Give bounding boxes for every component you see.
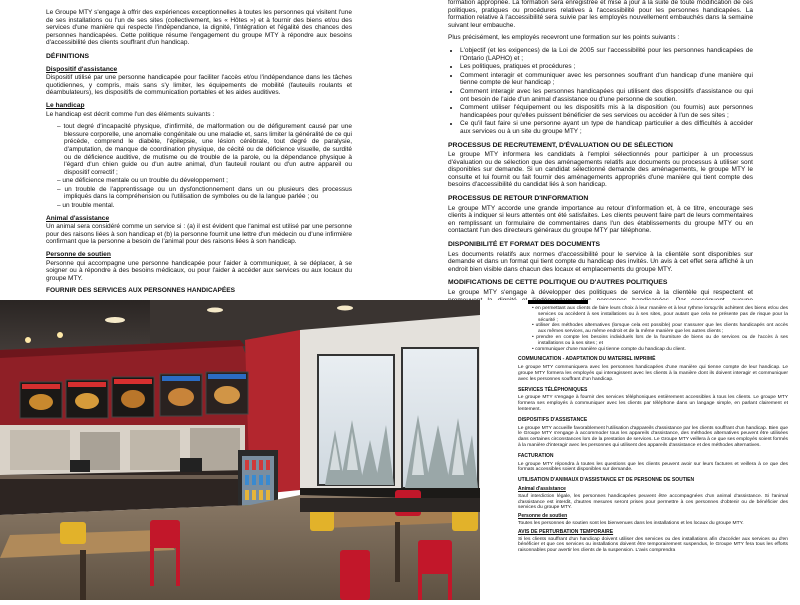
redaction-bar xyxy=(528,300,588,304)
comm-heading: COMMUNICATION - ADAPTATION DU MATERIEL IMPRIMÉ xyxy=(518,356,656,363)
soutien-text-bottom: Toutes les personnes de soutien sont les bienvenues dans les installations et les locaux du groupe MTY. xyxy=(518,520,744,526)
dispositif-title: Dispositif d'assistance xyxy=(46,65,118,73)
precisement-list xyxy=(448,47,753,136)
recrutement-heading: PROCESSUS DE RECRUTEMENT, D'ÉVALUATION OU DE SÉLECTION xyxy=(448,141,673,149)
list-item: • L'objectif (et les exigences) de la Loi de 2005 sur l'accessibilité pour les personnes handicapées de l'Ontario (LAPHO) et ; xyxy=(460,47,753,62)
list-item: – une déficience mentale ou un trouble du développement ; xyxy=(64,177,352,185)
intro-paragraph: Le Groupe MTY s'engage à offrir des expériences exceptionnelles à toutes les personnes qui visitent l'une de ses installations ou l'un de ses sites (collectivement, les « Hôtes ») et à fournir des biens et/ou des services d'une manière qui respecte l'indépendance, la dignité, l'intégration et l'égalité des chances des personnes handicapées. Cette politique résume l'engagement du groupe MTY à répondre aux besoins d'accessibilité des clients souffrant d'un handicap. xyxy=(46,9,352,47)
fact-text: Le groupe MTY répondra à toutes les questions que les clients peuvent avoir sur leurs factures et veillera à ce que des formats accessibles soient disponibles sur demande. xyxy=(518,461,788,473)
document-page-bottom xyxy=(480,300,800,600)
formation-text: formation appropriée. La formation sera enregistrée et mise à jour à la suite de toute modification de ces politiques, pratiques ou procédures relatives à l'accessibilité pour les personnes handicapées. La formation relative à l'accessibilité sera suivie par les employés nouvellement embauchés dans la semaine suivant leur embauche. xyxy=(448,0,753,29)
list-item: – un trouble de l'apprentissage ou un dysfonctionnement dans un ou plusieurs des processus impliqués dans la compréhension ou l'utilisation de symboles ou de la langue parlée ; ou xyxy=(64,186,352,201)
list-item: • Les politiques, pratiques et procédures ; xyxy=(460,63,753,71)
animal-text: Un animal sera considéré comme un service si : (a) il est évident que l'animal est utilisé par une personne pour des raisons liées à son handicap et (b) la personne fournit une lettre d'un médecin ou d'une infirmière confirmant que la personne a besoin de l'animal pour des raisons liées à son handicap. xyxy=(46,223,352,246)
soutien-text: Personne qui accompagne une personne handicapée pour l'aider à communiquer, à se déplacer, à se soigner ou à répondre à des besoins médicaux, ou pour l'aider à accéder aux services ou aux locaux du groupe MTY. xyxy=(46,259,352,282)
handicap-title: Le handicap xyxy=(46,101,85,109)
list-item: • Ce qu'il faut faire si une personne ayant un type de handicap particulier a des difficultés à accéder aux services ou à un site du groupe MTY ; xyxy=(460,120,753,135)
fact-heading: FACTURATION xyxy=(518,452,554,459)
retour-text: Le groupe MTY accorde une grande importance au retour d'information et, à ce titre, encourage ses clients à indiquer si leurs attentes ont été satisfaites. Les clients peuvent faire part de leurs commentaires en remplissant un formulaire de commentaires dans l'un des établissements du groupe MTY ou en contactant l'un des directeurs généraux du groupe MTY par téléphone. xyxy=(448,204,753,235)
list-item: • Comment utiliser l'équipement ou les dispositifs mis à la disposition (ou fournis) aux personnes handicapées pour qu'elles puissent bénéficier de ses services ou accéder à l'un de ses sites ; xyxy=(460,104,753,119)
list-item: – un trouble mental. xyxy=(64,202,352,210)
animal-text-bottom: Sauf interdiction légale, les personnes handicapées peuvent être accompagnées d'un animal d'assistance. Si l'animal d'assistance est interdit, d'autres mesures seront prises pour permettre à ces personnes d'obtenir ou de bénéficier des services du groupe MTY. xyxy=(518,493,788,511)
list-item: • Comment interagir avec les personnes handicapées qui utilisent des dispositifs d'assistance ou qui ont besoin de l'aide d'un animal d'assistance ou d'une personne de soutien. xyxy=(460,88,753,103)
list-item: • Comment interagir et communiquer avec les personnes souffrant d'un handicap d'une manière qui tienne compte de leur handicap ; xyxy=(460,72,753,87)
util-heading: UTILISATION D'ANIMAUX D'ASSISTANCE ET DE PERSONNE DE SOUTIEN xyxy=(518,477,695,484)
definitions-heading: DÉFINITIONS xyxy=(46,52,90,60)
list-item: • en permettant aux clients de faire leurs choix à leur manière et à leur rythme lorsqu'ils achètent des biens et/ou des services ou accèdent à ses installations ou à ses sites, pour autant que cela ne présente pas de risque pour la sécurité ; xyxy=(538,306,788,323)
bottom-column xyxy=(518,306,788,557)
restaurant-photo xyxy=(0,300,480,600)
dispositif-text: Dispositif utilisé par une personne handicapée pour faciliter l'accès et/ou l'indépendance dans les tâches quotidiennes, y compris, mais sans s'y limiter, les équipements de mobilité (fauteuils roulants et déambulateurs), les dispositifs de communication portables et les aides auditives. xyxy=(46,74,352,97)
soutien-title-bottom: Personne de soutien xyxy=(518,513,568,520)
retour-heading: PROCESSUS DE RETOUR D'INFORMATION xyxy=(448,195,589,203)
handicap-intro: Le handicap est décrit comme l'un des éléments suivants : xyxy=(46,110,215,118)
bottom-top-list xyxy=(518,306,788,352)
left-column xyxy=(46,0,352,296)
disp-text: Le groupe MTY accueille favorablement l'utilisation d'appareils d'assistance par les clients souffrant d'un handicap. Bien que le Groupe MTY s'engage à accommoder tous les appareils d'assistance, des méthodes alternatives peuvent être utilisées dans certaines circonstances lors de la prestation de services. Le Groupe MTY veillera à ce que ses employés soient formés à la manière d'interagir avec les personnes qui utilisent des appareils d'assistance et des méthodes alternatives. xyxy=(518,425,788,448)
avis-title: AVIS DE PERTURBATION TEMPORAIRE xyxy=(518,528,614,535)
document-page-top xyxy=(0,0,800,300)
list-item: • prendre en compte les besoins individuels lors de la fourniture de biens ou de services ou de l'accès à ses installations ou à ses sites ; et xyxy=(538,335,788,347)
tel-text: Le groupe MTY s'engage à fournir des services téléphoniques entièrement accessibles à tous les clients. Le groupe MTY formera ses employés à communiquer avec les clients par téléphone dans un langage simple, en parlant clairement et lentement. xyxy=(518,395,788,412)
tel-heading: SERVICES TÉLÉPHONIQUES xyxy=(518,386,588,393)
recrutement-text: Le groupe MTY informera les candidats à l'emploi sélectionnés pour participer à un processus d'évaluation ou de sélection que des aménagements relatifs aux documents ou processus à utiliser sont disponibles sur demande. Si un candidat sélectionné demande des aménagements, le groupe MTY le consulte et lui fournit ou fait fournir des aménagements appropriés d'une manière qui tient compte des besoins d'accessibilité du candidat liés à son handicap. xyxy=(448,151,753,189)
animal-title-bottom: Animal d'assistance xyxy=(518,485,566,492)
avis-text: Si les clients souffrant d'un handicap doivent utiliser des services ou des installations afin d'accéder aux services ou d'en bénéficier et que ces services ou installations doivent être temporairement suspendus, le Groupe MTY fera tous les efforts raisonnables pour avertir les clients de la suspension. L'avis comprendra xyxy=(518,536,788,554)
right-column xyxy=(448,0,753,317)
comm-text: Le groupe MTY communiquera avec les personnes handicapées d'une manière qui tienne compte de leur handicap. Le groupe MTY formera les employés qui interagissent avec les clients à la manière dont ils doivent interagir et communiquer avec les personnes souffrant d'un handicap. xyxy=(518,365,788,382)
list-item: – tout degré d'incapacité physique, d'infirmité, de malformation ou de défigurement causé par une blessure corporelle, une anomalie congénitale ou une maladie et, sans limiter la généralité de ce qui précède, comprend le diabète, l'épilepsie, une lésion cérébrale, tout degré de paralysie, d'amputation, de manque de coordination physique, de cécité ou de déficience visuelle, de surdité ou de déficience auditive, de mutisme ou de trouble de la parole, ou la dépendance physique à l'égard d'un chien guide ou d'un autre animal, d'un fauteuil roulant ou d'un autre appareil ou dispositif correctif ; xyxy=(64,123,352,176)
animal-title: Animal d'assistance xyxy=(46,214,110,222)
soutien-title: Personne de soutien xyxy=(46,251,111,259)
list-item: • communiquer d'une manière qui tienne compte du handicap du client. xyxy=(538,347,788,353)
dispo-text: Les documents relatifs aux normes d'accessibilité pour le service à la clientèle sont disponibles sur demande et dans un format qui tient compte du handicap des invités. Un avis à cet effet sera affiché à un endroit bien visible dans chacun des locaux et emplacements du groupe MTY. xyxy=(448,250,753,273)
precisement-intro: Plus précisément, les employés recevront une formation sur les points suivants : xyxy=(448,34,680,42)
services-heading-cut: FOURNIR DES SERVICES AUX PERSONNES HANDICAPÉES xyxy=(46,287,236,295)
modif-heading: MODIFICATIONS DE CETTE POLITIQUE OU D'AUTRES POLITIQUES xyxy=(448,279,668,287)
dispo-heading: DISPONIBILITÉ ET FORMAT DES DOCUMENTS xyxy=(448,241,601,249)
modif-text: Le groupe MTY s'engage à développer des politiques de service à la clientèle qui respectent et xyxy=(448,289,753,296)
list-item: • utiliser des méthodes alternatives (lorsque cela est possible) pour s'assurer que les clients handicapés ont accès aux mêmes services, au même endroit et de la même manière que les autres clients ; xyxy=(538,323,788,335)
handicap-list xyxy=(46,123,352,210)
disp-heading: DISPOSITIFS D'ASSISTANCE xyxy=(518,416,588,423)
